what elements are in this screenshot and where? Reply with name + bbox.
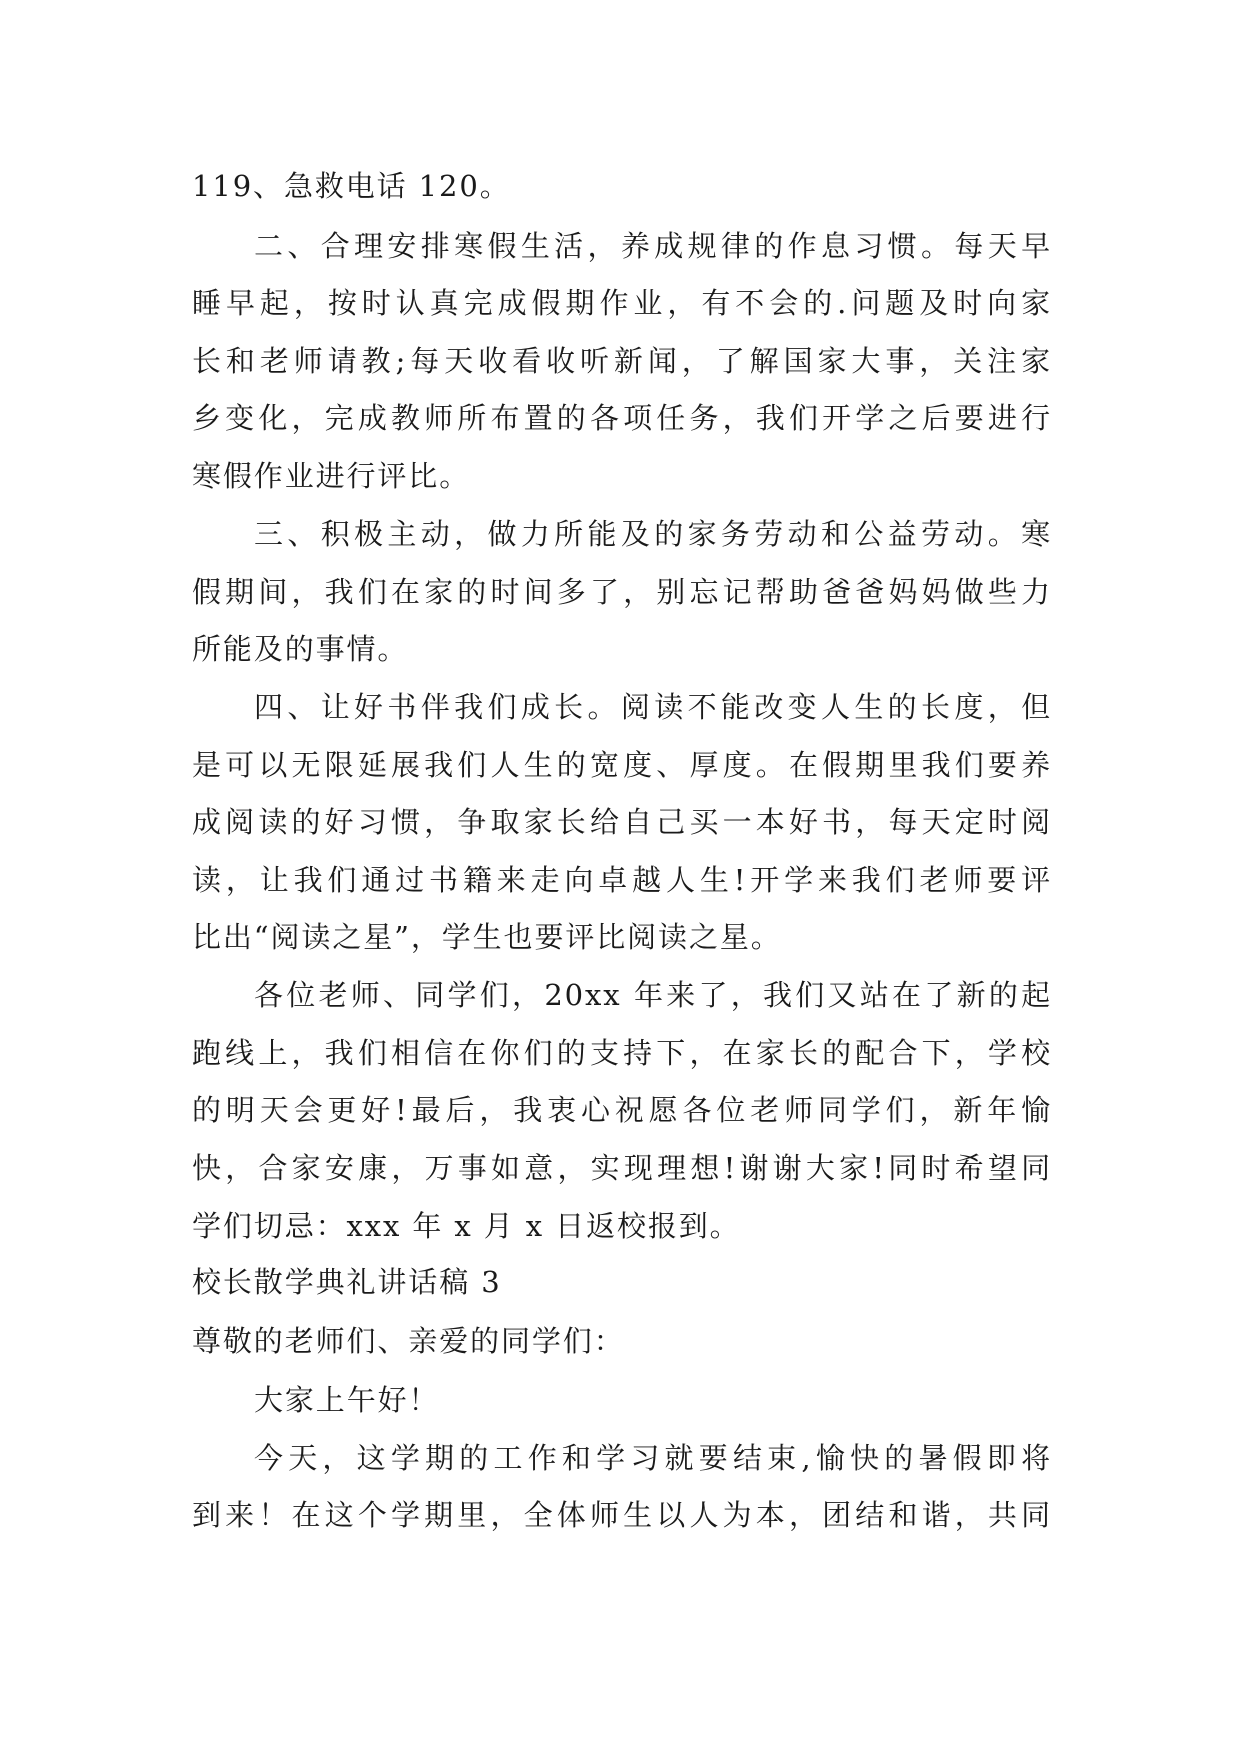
text-line-10: 四、让好书伴我们成长。阅读不能改变人生的长度，但 [254,690,1052,724]
text-line-7: 三、积极主动，做力所能及的家务劳动和公益劳动。寒 [254,517,1052,551]
text-line-17: 的明天会更好!最后，我衷心祝愿各位老师同学们，新年愉 [192,1093,1052,1127]
text-line-3: 睡早起，按时认真完成假期作业，有不会的.问题及时向家 [192,286,1052,320]
text-line-24: 到来！在这个学期里，全体师生以人为本，团结和谐，共同 [192,1498,1052,1532]
text-line-6: 寒假作业进行评比。 [192,459,471,493]
text-line-8: 假期间，我们在家的时间多了，别忘记帮助爸爸妈妈做些力 [192,575,1052,609]
text-line-16: 跑线上，我们相信在你们的支持下，在家长的配合下，学校 [192,1036,1052,1070]
text-line-4: 长和老师请教;每天收看收听新闻，了解国家大事，关注家 [192,344,1052,378]
text-line-2: 二、合理安排寒假生活，养成规律的作息习惯。每天早 [254,229,1052,263]
text-line-1: 119、急救电话 120。 [192,169,511,203]
section-title: 校长散学典礼讲话稿 3 [192,1265,502,1299]
text-line-12: 成阅读的好习惯，争取家长给自己买一本好书，每天定时阅 [192,805,1052,839]
salutation: 尊敬的老师们、亲爱的同学们： [192,1324,625,1358]
text-line-14: 比出“阅读之星”，学生也要评比阅读之星。 [192,920,782,954]
text-line-13: 读，让我们通过书籍来走向卓越人生!开学来我们老师要评 [192,863,1052,897]
greeting: 大家上午好！ [254,1383,440,1417]
text-line-18: 快，合家安康，万事如意，实现理想!谢谢大家!同时希望同 [192,1151,1052,1185]
text-line-23: 今天，这学期的工作和学习就要结束,愉快的暑假即将 [254,1441,1052,1475]
text-line-5: 乡变化，完成教师所布置的各项任务，我们开学之后要进行 [192,401,1052,435]
text-line-19: 学们切忌：xxx 年 x 月 x 日返校报到。 [192,1209,741,1243]
text-line-11: 是可以无限延展我们人生的宽度、厚度。在假期里我们要养 [192,748,1052,782]
text-line-9: 所能及的事情。 [192,632,409,666]
text-line-15: 各位老师、同学们，20xx 年来了，我们又站在了新的起 [254,978,1052,1012]
